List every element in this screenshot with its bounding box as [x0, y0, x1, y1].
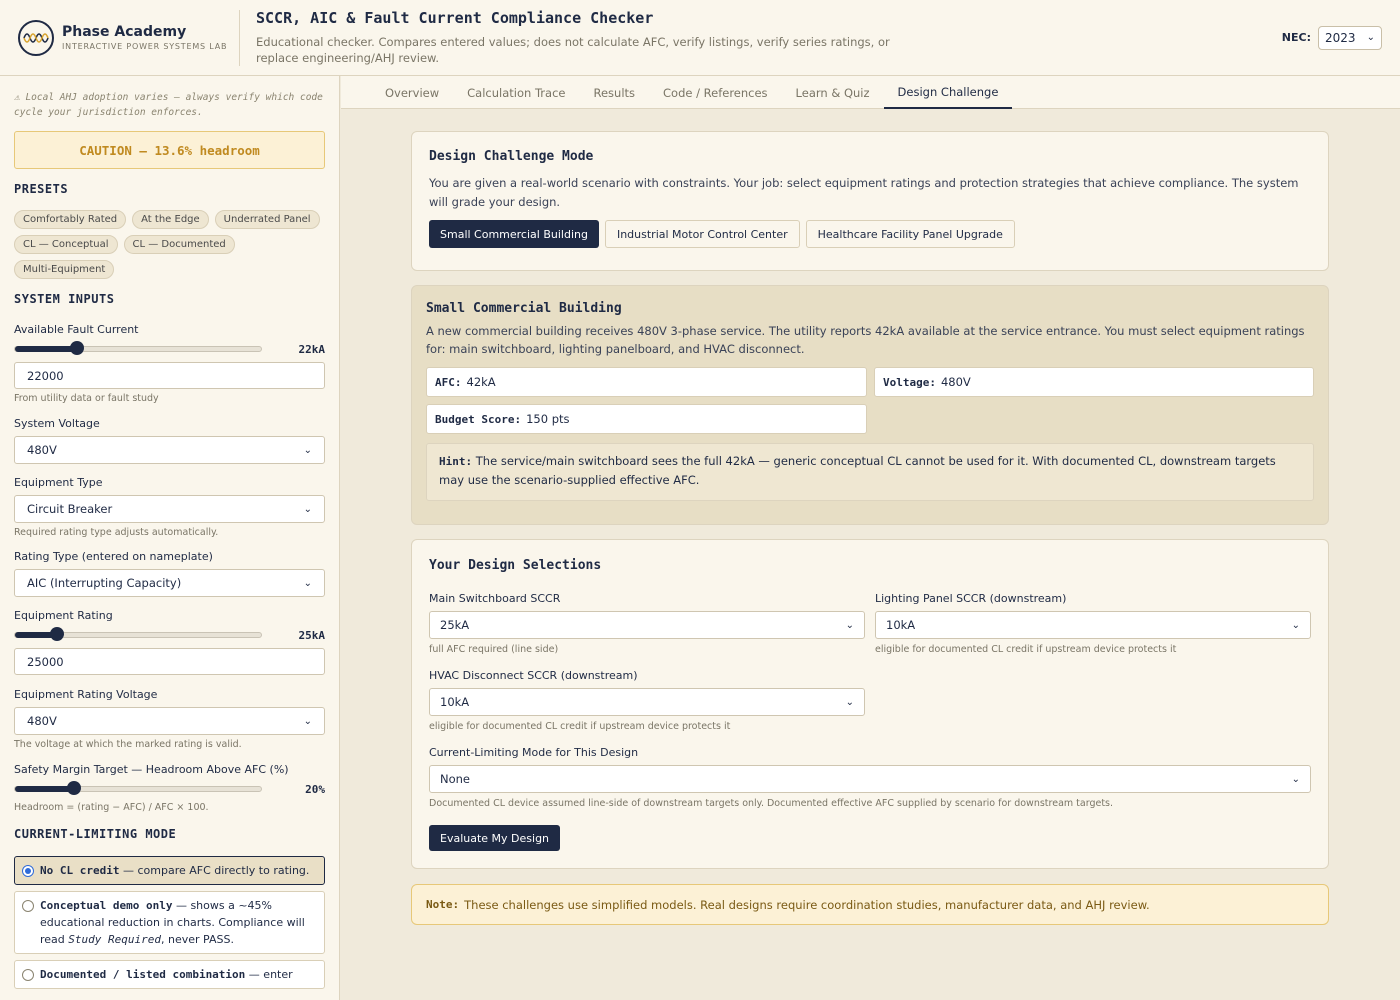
app-header — [0, 0, 1400, 76]
tab-results[interactable]: Results — [593, 85, 636, 100]
main-switchboard-select[interactable] — [429, 611, 865, 639]
chevron-down-icon: ⌄ — [1291, 773, 1300, 785]
hint-key: Hint: — [439, 455, 473, 468]
afc-slider[interactable] — [14, 346, 262, 352]
cl-design-select[interactable] — [429, 765, 1311, 793]
cl-design-label: Current-Limiting Mode for This Design — [429, 746, 639, 759]
tab-learn-quiz[interactable]: Learn & Quiz — [795, 85, 870, 100]
cl-option-bold: No CL credit — [40, 864, 120, 877]
scenario-hint — [426, 443, 1314, 501]
rating-type-select[interactable] — [14, 569, 325, 597]
challenge-description: You are given a real-world scenario with constraints. Your job: select equipment ratings and protection strategies that achieve compliance. The system will grade your design. — [429, 176, 1299, 209]
tab-design-challenge[interactable]: Design Challenge — [884, 76, 1013, 109]
design-title: Your Design Selections — [429, 558, 602, 573]
lighting-panel-select[interactable] — [875, 611, 1311, 639]
afc-value-display: 22kA — [298, 342, 325, 356]
scenario-button-small-commercial[interactable]: Small Commercial Building — [429, 220, 599, 248]
hint-text: The service/main switchboard sees the full 42kA — generic conceptual CL cannot be used for it. With documented CL, downstream targets may use the scenario-supplied effective AFC. — [439, 454, 1276, 487]
sidebar — [0, 76, 340, 1000]
equipment-rating-slider-thumb[interactable] — [50, 627, 64, 641]
challenge-title: Design Challenge Mode — [429, 149, 594, 164]
nec-version-select[interactable] — [1318, 26, 1382, 50]
chevron-down-icon: ⌄ — [845, 696, 854, 708]
cl-option-conceptual[interactable] — [14, 891, 325, 954]
hvac-disconnect-select[interactable] — [429, 688, 865, 716]
phase-wave-logo-icon — [18, 20, 54, 56]
margin-hint: Headroom = (rating − AFC) / AFC × 100. — [14, 802, 209, 813]
equipment-type-value: Circuit Breaker — [27, 502, 113, 516]
scenario-afc-value: 42kA — [466, 375, 496, 389]
chevron-down-icon: ⌄ — [303, 503, 312, 515]
chevron-down-icon: ⌄ — [845, 619, 854, 631]
nec-label: NEC: — [1281, 31, 1311, 44]
cl-option-bold: Documented / listed combination — [40, 968, 246, 981]
voltage-label: System Voltage — [14, 417, 100, 430]
brand[interactable] — [0, 10, 240, 66]
scenario-budget — [426, 404, 867, 434]
equipment-type-select[interactable] — [14, 495, 325, 523]
equipment-type-hint: Required rating type adjusts automatically. — [14, 527, 219, 538]
afc-hint: From utility data or fault study — [14, 393, 159, 404]
equipment-rating-input[interactable]: 25000 — [14, 648, 325, 675]
scenario-budget-key: Budget Score: — [435, 412, 522, 426]
challenge-card — [411, 131, 1329, 271]
preset-chip[interactable]: Multi-Equipment — [14, 260, 114, 279]
chevron-down-icon: ⌄ — [303, 577, 312, 589]
cl-option-text: — shows a ~45% educational reduction in charts. Compliance will read — [40, 899, 305, 946]
lighting-panel-hint: eligible for documented CL credit if upstream device protects it — [875, 644, 1177, 655]
margin-label: Safety Margin Target — Headroom Above AFC (%) — [14, 763, 289, 776]
voltage-value: 480V — [27, 443, 57, 457]
scenario-voltage-key: Voltage: — [883, 375, 936, 389]
cl-mode-title: CURRENT-LIMITING MODE — [14, 827, 177, 841]
rating-voltage-value: 480V — [27, 714, 57, 728]
scenario-card — [411, 285, 1329, 525]
main-switchboard-label: Main Switchboard SCCR — [429, 592, 561, 605]
tab-overview[interactable]: Overview — [385, 85, 440, 100]
radio-selected-icon[interactable] — [22, 865, 34, 877]
lighting-panel-value: 10kA — [886, 618, 916, 632]
page-subtitle: Educational checker. Compares entered values; does not calculate AFC, verify listings, verify series ratings, or replace engineering/AHJ review. — [256, 35, 890, 65]
scenario-afc-key: AFC: — [435, 375, 462, 389]
tab-bar — [341, 76, 1400, 109]
nec-version-value: 2023 — [1325, 30, 1356, 45]
radio-icon[interactable] — [22, 900, 34, 912]
scenario-button-industrial-mcc[interactable]: Industrial Motor Control Center — [605, 220, 800, 248]
chevron-down-icon: ⌄ — [1291, 619, 1300, 631]
hvac-disconnect-value: 10kA — [440, 695, 470, 709]
system-inputs-title: SYSTEM INPUTS — [14, 292, 115, 306]
equipment-rating-display: 25kA — [298, 628, 325, 642]
page-title: SCCR, AIC & Fault Current Compliance Checker — [256, 9, 654, 27]
equipment-rating-slider[interactable] — [14, 632, 262, 638]
tab-calculation-trace[interactable]: Calculation Trace — [467, 85, 566, 100]
preset-chip[interactable]: CL — Conceptual — [14, 235, 118, 254]
disclaimer-note — [411, 884, 1329, 925]
cl-option-text: — enter — [245, 968, 293, 981]
cl-option-documented[interactable] — [14, 960, 325, 989]
margin-slider[interactable] — [14, 786, 262, 792]
scenario-title: Small Commercial Building — [426, 301, 622, 316]
brand-subtitle: INTERACTIVE POWER SYSTEMS LAB — [62, 42, 228, 51]
margin-slider-thumb[interactable] — [67, 781, 81, 795]
preset-chip[interactable]: At the Edge — [132, 210, 209, 229]
ahj-warning: ⚠ Local AHJ adoption varies — always verify which code cycle your jurisdiction enforces. — [14, 92, 323, 118]
brand-name: Phase Academy — [62, 24, 187, 40]
equipment-type-label: Equipment Type — [14, 476, 103, 489]
hvac-disconnect-label: HVAC Disconnect SCCR (downstream) — [429, 669, 638, 682]
main-switchboard-value: 25kA — [440, 618, 470, 632]
scenario-voltage — [874, 367, 1314, 397]
cl-option-text: — compare AFC directly to rating. — [119, 864, 310, 877]
scenario-voltage-value: 480V — [940, 375, 971, 389]
cl-option-bold: Conceptual demo only — [40, 899, 173, 912]
main-switchboard-hint: full AFC required (line side) — [429, 644, 559, 655]
rating-voltage-select[interactable] — [14, 707, 325, 735]
chevron-down-icon: ⌄ — [1366, 32, 1375, 43]
preset-list — [14, 210, 326, 279]
status-badge: CAUTION — 13.6% headroom — [14, 131, 325, 169]
scenario-budget-value: 150 pts — [526, 412, 570, 426]
rating-type-label: Rating Type (entered on nameplate) — [14, 550, 213, 563]
lighting-panel-label: Lighting Panel SCCR (downstream) — [875, 592, 1067, 605]
tab-code-references[interactable]: Code / References — [663, 85, 768, 100]
note-key: Note: — [426, 898, 460, 911]
scenario-description: A new commercial building receives 480V 3-phase service. The utility reports 42kA available at the service entrance. You must select equipment ratings for: main switchboard, lighting panelboard, and HVAC disconnect. — [426, 324, 1305, 356]
preset-chip[interactable]: Underrated Panel — [215, 210, 320, 229]
afc-input[interactable]: 22000 — [14, 362, 325, 389]
note-text: These challenges use simplified models. Real designs require coordination studies, manufacturer data, and AHJ review. — [464, 897, 1150, 912]
scenario-afc — [426, 367, 867, 397]
preset-chip[interactable]: CL — Documented — [124, 235, 235, 254]
cl-option-tail: , never PASS. — [161, 933, 234, 946]
equipment-rating-label: Equipment Rating — [14, 609, 113, 622]
chevron-down-icon: ⌄ — [303, 444, 312, 456]
preset-chip[interactable]: Comfortably Rated — [14, 210, 126, 229]
cl-design-hint: Documented CL device assumed line-side of downstream targets only. Documented effective AFC supplied by scenario for downstream targets. — [429, 798, 1114, 809]
cl-design-value: None — [440, 772, 471, 786]
cl-option-italic: Study Required — [68, 933, 161, 946]
design-card — [411, 539, 1329, 869]
chevron-down-icon: ⌄ — [303, 715, 312, 727]
afc-slider-thumb[interactable] — [70, 341, 84, 355]
main-content — [341, 109, 1400, 1000]
hvac-disconnect-hint: eligible for documented CL credit if upstream device protects it — [429, 721, 731, 732]
rating-voltage-hint: The voltage at which the marked rating is valid. — [14, 739, 242, 750]
rating-voltage-label: Equipment Rating Voltage — [14, 688, 158, 701]
cl-option-none[interactable] — [14, 856, 325, 885]
evaluate-design-button[interactable]: Evaluate My Design — [429, 825, 560, 851]
radio-icon[interactable] — [22, 969, 34, 981]
margin-display: 20% — [305, 782, 325, 796]
voltage-select[interactable] — [14, 436, 325, 464]
afc-label: Available Fault Current — [14, 323, 139, 336]
rating-type-value: AIC (Interrupting Capacity) — [27, 576, 182, 590]
presets-title: PRESETS — [14, 182, 69, 196]
scenario-button-healthcare[interactable]: Healthcare Facility Panel Upgrade — [806, 220, 1015, 248]
